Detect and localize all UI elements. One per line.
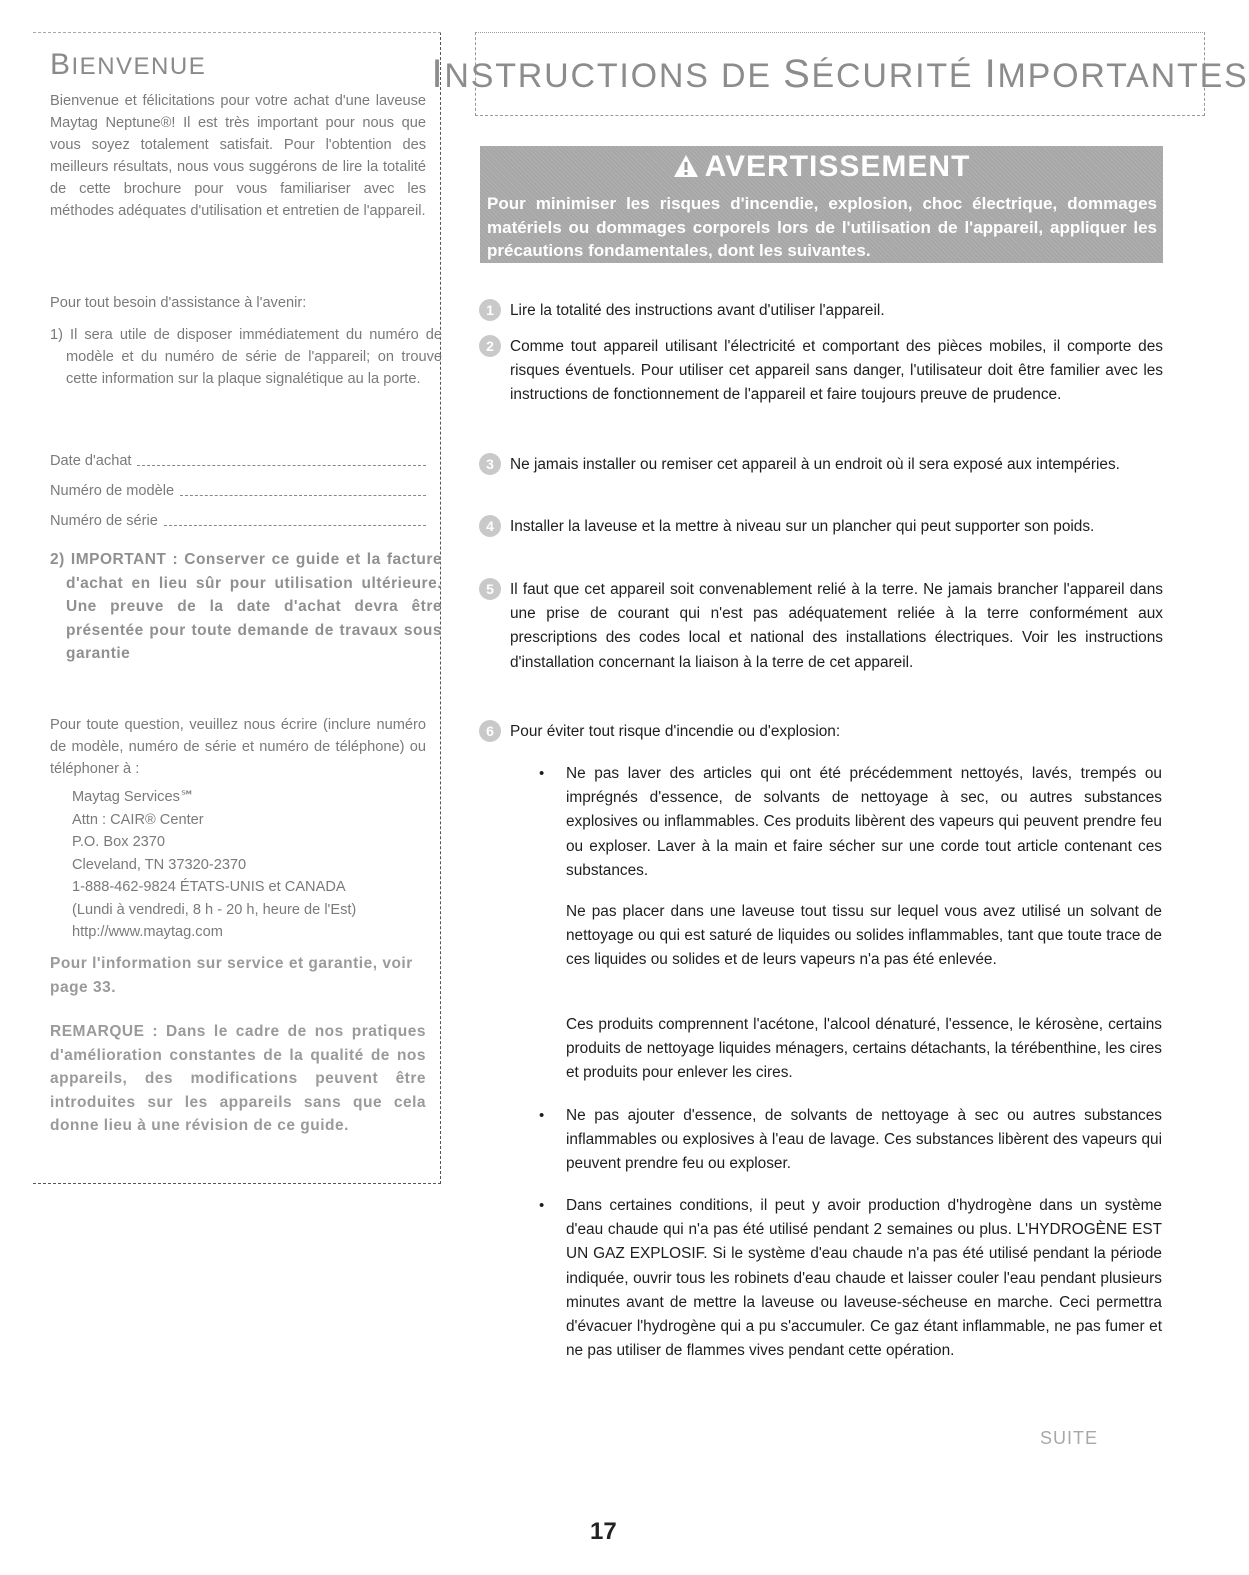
continued-label: SUITE bbox=[1040, 1428, 1099, 1448]
svg-text:6: 6 bbox=[486, 723, 494, 739]
serial-number-field: Numéro de série bbox=[50, 506, 426, 532]
welcome-title: BIENVENUE bbox=[50, 48, 207, 81]
address-line: Maytag Services℠ bbox=[72, 789, 195, 805]
purchase-date-line bbox=[137, 465, 426, 466]
remarque-note: REMARQUE : Dans le cadre de nos pratiques d'amélioration constantes de la qualité de nos appareils, des modifications peuvent être introduites sur les appareils sans que cela donne lieu à une révision de ce guide. bbox=[50, 1023, 426, 1134]
number-5-icon bbox=[476, 575, 504, 603]
website-link[interactable]: http://www.maytag.com bbox=[72, 924, 223, 940]
assist-heading: Pour tout besoin d'assistance à l'avenir: bbox=[50, 295, 307, 311]
number-2-icon bbox=[476, 332, 504, 360]
number-4-icon bbox=[476, 512, 504, 540]
safety-item-4: 4 Installer la laveuse et la mettre à niveau sur un plancher qui peut supporter son poids. bbox=[510, 515, 1163, 539]
model-number-field: Numéro de modèle bbox=[50, 476, 426, 502]
serial-number-line bbox=[164, 525, 426, 526]
svg-text:3: 3 bbox=[486, 456, 494, 472]
fire-paragraph-1: Ne pas placer dans une laveuse tout tissu sur lequel vous avez utilisé un solvant de nettoyage ou qui est saturé de liquides ou solides inflammables, tant que toute trace de ces liquides ou solides et de leurs vapeurs n'a pas été enlevée. bbox=[566, 903, 1162, 969]
safety-item-2: 2 Comme tout appareil utilisant l'électricité et comportant des pièces mobiles, il comporte des risques éventuels. Pour utiliser cet appareil sans danger, l'utilisateur doit être familier avec les instructions de fonctionnement de l'appareil et faire toujours preuve de prudence. bbox=[510, 335, 1163, 408]
important-notice: 2) IMPORTANT : Conserver ce guide et la facture d'achat en lieu sûr pour utilisation ultérieure. Une preuve de la date d'achat devra être présentée pour toute demande de travaux sous garantie bbox=[50, 551, 442, 662]
number-6-icon bbox=[476, 717, 504, 745]
address-line: P.O. Box 2370 bbox=[72, 834, 166, 850]
address-line: Attn : CAIR® Center bbox=[72, 811, 204, 828]
page-number: 17 bbox=[590, 1518, 617, 1545]
safety-item-5: 5 Il faut que cet appareil soit convenablement relié à la terre. Ne jamais brancher l'appareil dans une prise de courant qui n'est pas adéquatement reliée à la terre conformément aux prescriptions des codes local et national des installations électriques. Voir les instructions d'installation concernant la liaison à la terre de cet appareil. bbox=[510, 578, 1163, 675]
safety-item-1: 1 Lire la totalité des instructions avant d'utiliser l'appareil. bbox=[510, 299, 1163, 323]
purchase-date-field: Date d'achat bbox=[50, 446, 426, 472]
model-number-line bbox=[180, 495, 426, 496]
warning-triangle-icon bbox=[673, 154, 699, 178]
bullet-dot: • bbox=[539, 1197, 545, 1214]
address-block bbox=[50, 786, 448, 944]
safety-item-3: 3 Ne jamais installer ou remiser cet appareil à un endroit où il sera exposé aux intempéries. bbox=[510, 453, 1163, 477]
instruction-item-1: 1) Il sera utile de disposer immédiatement du numéro de modèle et du numéro de série de l'appareil; on trouve cette information sur la plaque signalétique au la porte. bbox=[50, 327, 442, 387]
bullet-dot: • bbox=[539, 1107, 545, 1124]
safety-item-6: 6 Pour éviter tout risque d'incendie ou d'explosion: bbox=[510, 720, 1163, 744]
fire-bullet-1: • Ne pas laver des articles qui ont été précédemment nettoyés, lavés, trempés ou imprégnés d'essence, de solvants de nettoyage à sec, ou autres substances explosives ou inflammables. Ces produits libèrent des vapeurs qui peuvent prendre feu ou exploser. Laver à la main et faire sécher sur une corde tout article contenant ces substances. bbox=[566, 762, 1162, 883]
bullet-dot: • bbox=[539, 765, 545, 782]
warning-heading: AVERTISSEMENT bbox=[480, 150, 1163, 184]
welcome-panel bbox=[33, 32, 441, 1184]
warning-box bbox=[480, 146, 1163, 263]
service-note: Pour l'information sur service et garantie, voir page 33. bbox=[50, 955, 413, 996]
fire-bullet-2: • Ne pas ajouter d'essence, de solvants de nettoyage à sec ou autres substances inflammables ou explosives à l'eau de lavage. Ces substances libèrent des vapeurs qui peuvent prendre feu ou exploser. bbox=[566, 1104, 1162, 1177]
safety-title: INSTRUCTIONS DE SÉCURITÉ IMPORTANTES bbox=[431, 51, 1249, 96]
svg-text:4: 4 bbox=[486, 518, 494, 534]
welcome-intro: Bienvenue et félicitations pour votre achat d'une laveuse Maytag Neptune®! Il est très important pour nous que vous soyez totalement satisfait. Pour l'obtention des meilleurs résultats, nous vous suggérons de lire la totalité de cette brochure pour vous familiariser avec les méthodes adéquates d'utilisation et entretien de l'appareil. bbox=[50, 93, 426, 219]
number-3-icon bbox=[476, 450, 504, 478]
svg-text:5: 5 bbox=[486, 581, 494, 597]
fire-bullet-3: • Dans certaines conditions, il peut y avoir production d'hydrogène dans un système d'eau chaude qui n'a pas été utilisé pendant 2 semaines ou plus. L'HYDROGÈNE EST UN GAZ EXPLOSIF. Si le système d'eau chaude n'a pas été utilisé pendant la période indiquée, ouvrir tous les robinets d'eau chaude et laisser couler l'eau pendant plusieurs minutes avant de mettre la laveuse ou laveuse-sécheuse en marche. Ceci permettra d'évacuer l'hydrogène qui a pu s'accumuler. Ce gaz étant inflammable, ne pas fumer et ne pas utiliser de flammes vives pendant cette opération. bbox=[566, 1194, 1162, 1363]
fire-paragraph-2: Ces produits comprennent l'acétone, l'alcool dénaturé, l'essence, le kérosène, certains produits de nettoyage liquides ménagers, certains détachants, la térébenthine, les cires et produits pour enlever les cires. bbox=[566, 1016, 1162, 1082]
safety-title-box bbox=[431, 32, 1249, 116]
contact-paragraph: Pour toute question, veuillez nous écrire (inclure numéro de modèle, numéro de série et numéro de téléphone) ou téléphoner à : bbox=[50, 717, 426, 777]
warning-text: Pour minimiser les risques d'incendie, explosion, choc électrique, dommages matériels ou dommages corporels lors de l'utilisation de l'appareil, appliquer les précautions fondamentales, dont les suivantes. bbox=[487, 194, 1157, 260]
number-1-icon bbox=[476, 296, 504, 324]
address-line: Cleveland, TN 37320-2370 bbox=[72, 856, 247, 873]
address-line: (Lundi à vendredi, 8 h - 20 h, heure de l'Est) bbox=[72, 901, 357, 918]
svg-text:2: 2 bbox=[486, 338, 494, 354]
address-line: 1-888-462-9824 ÉTATS-UNIS et CANADA bbox=[72, 879, 346, 895]
svg-text:1: 1 bbox=[486, 302, 494, 318]
